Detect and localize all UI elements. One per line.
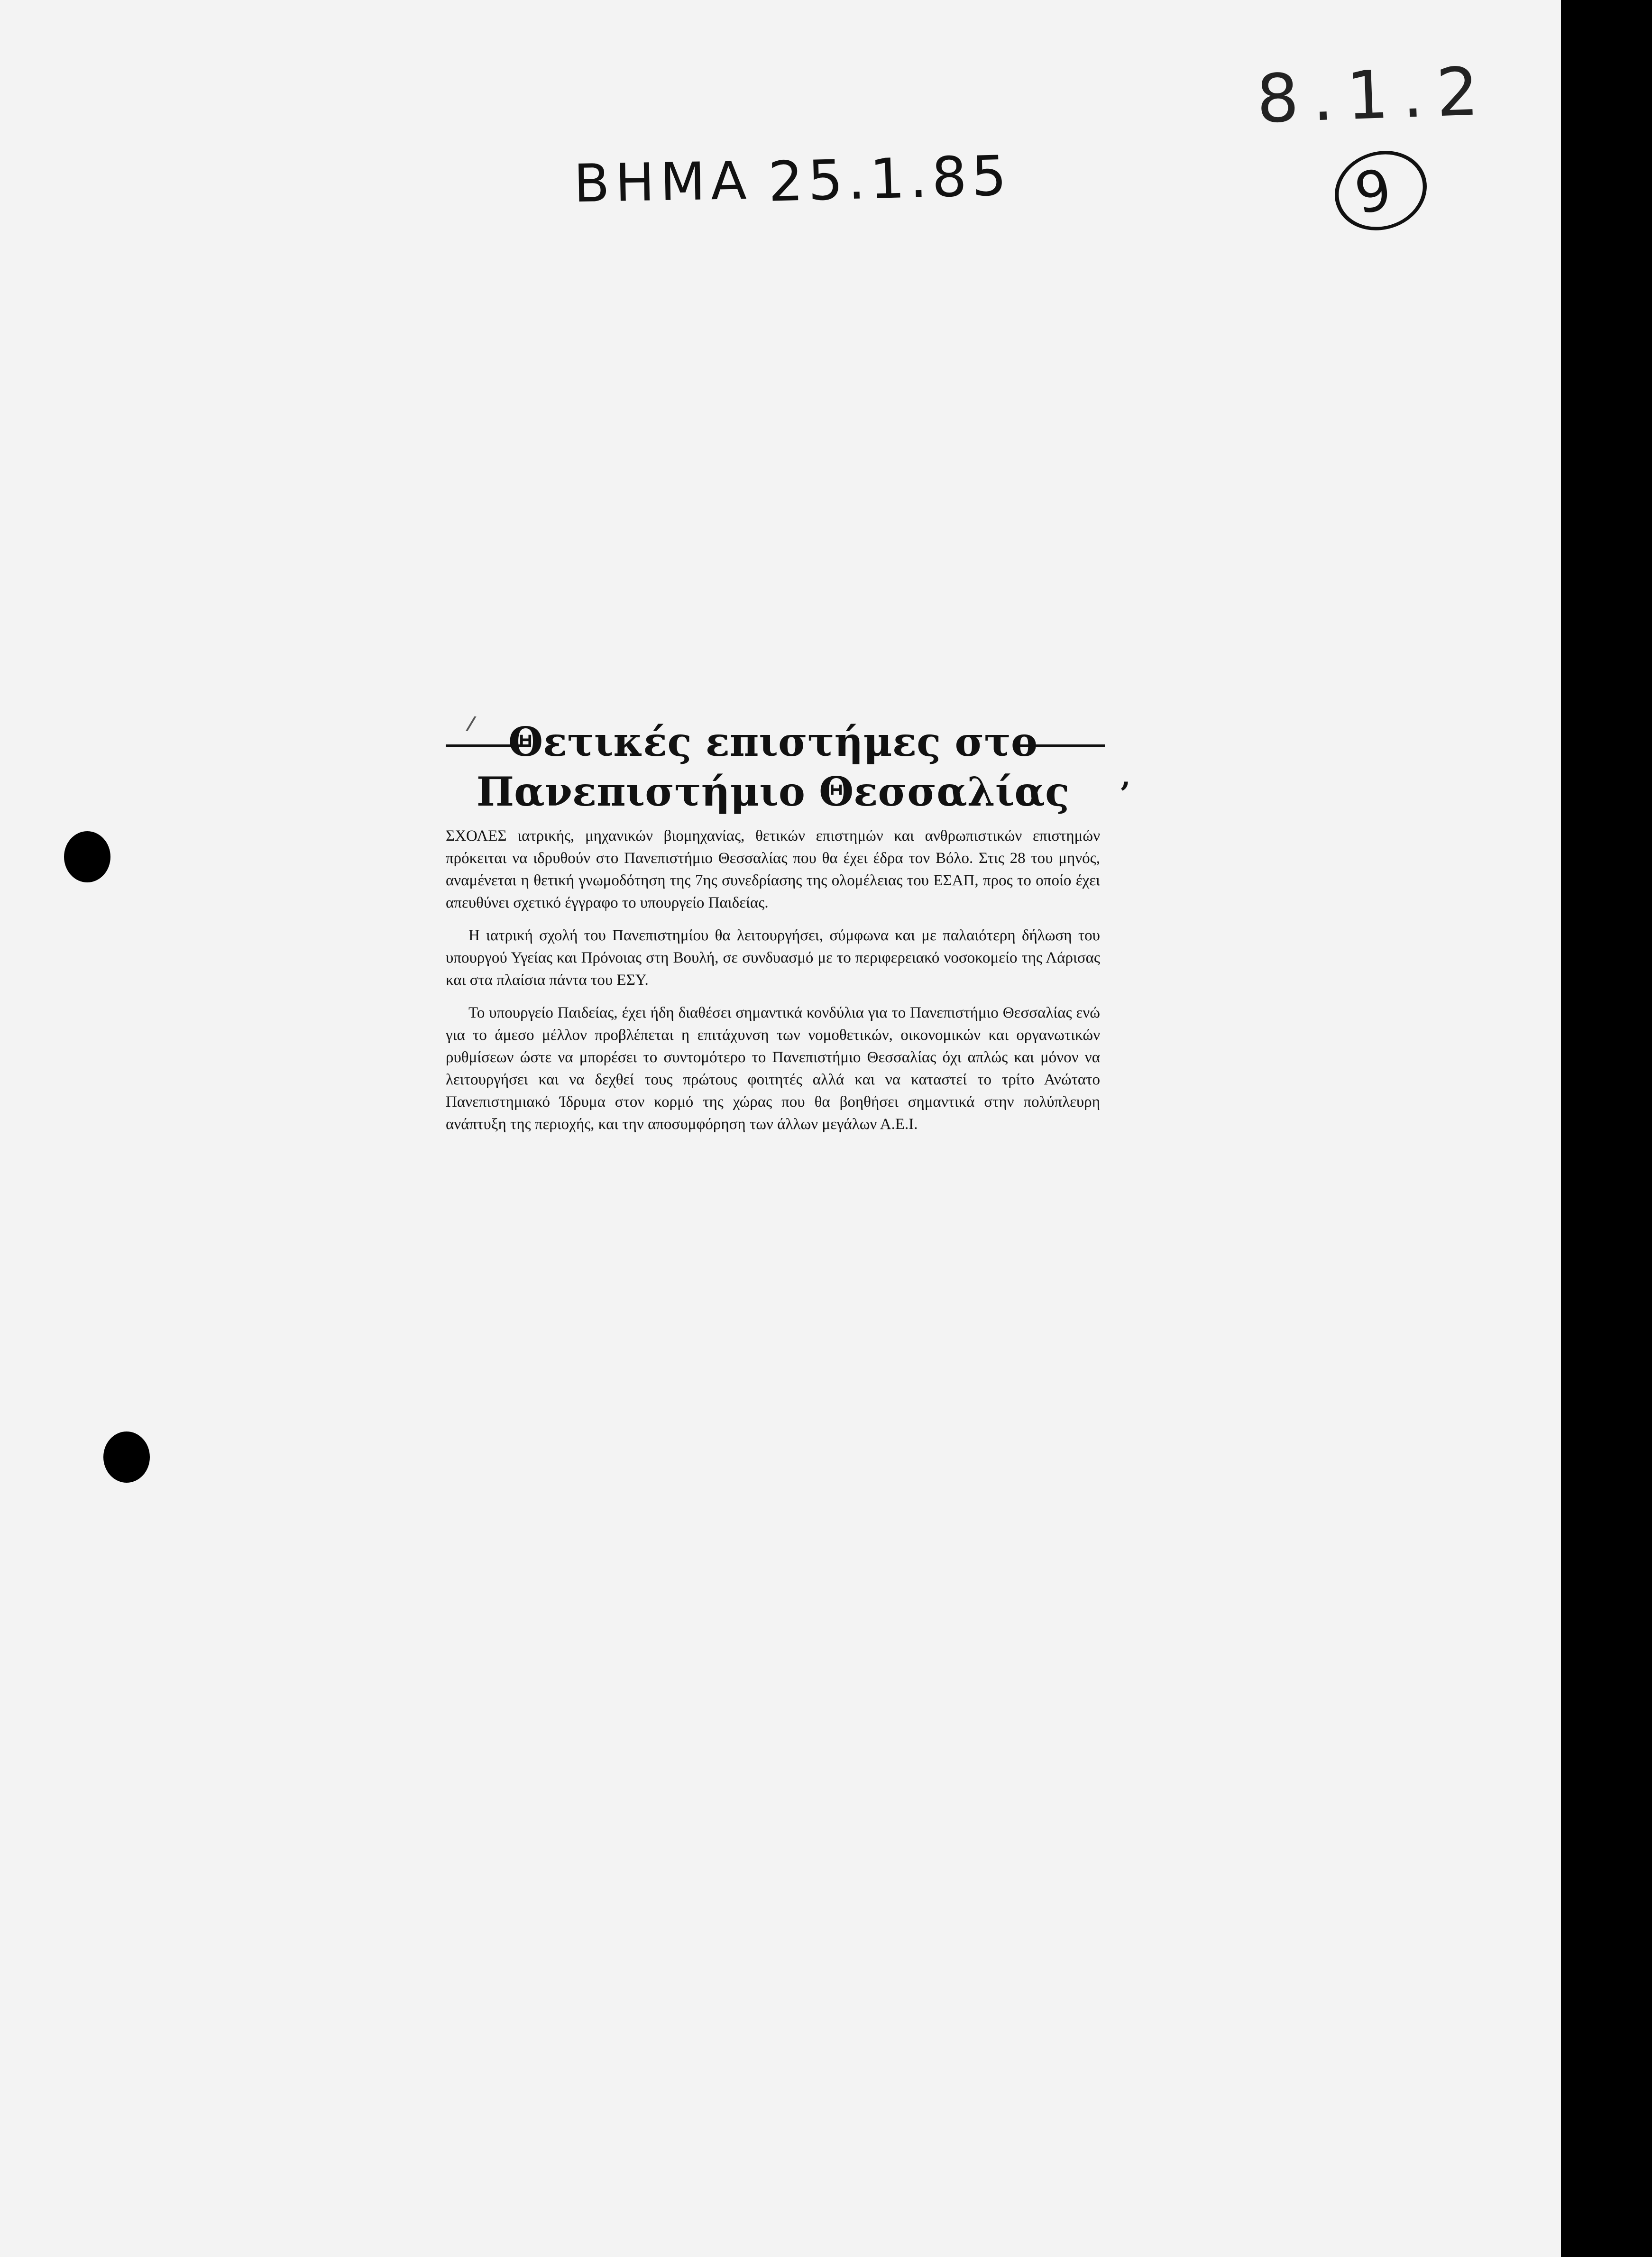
headline-line-2: Πανεπιστήμιο Θεσσαλίας (476, 768, 1070, 815)
scan-border (1561, 0, 1652, 2257)
punch-hole-bottom (103, 1431, 150, 1483)
handwritten-reference: 8.1.2 (1255, 53, 1493, 138)
article-paragraph-3: Το υπουργείο Παιδείας, έχει ήδη διαθέσει σημαντικά κονδύλια για το Πανεπιστήμιο Θεσσαλίας ενώ για το άμεσο μέλλον προβλέπεται η επιτάχυνση των νομοθετικών, οικονομικών και οργανωτικών ρυθμίσεων ώστε να μπορέσει το συντομότερο το Πανεπιστήμιο Θεσσαλίας όχι απλώς και μόνον να λειτουργήσει και να δεχθεί τους πρώτους φοιτητές αλλά και να καταστεί το τρίτο Ανώτατο Πανεπιστημιακό Ίδρυμα στον κορμό της χώρας που θα βοηθήσει σημαντικά στην πολύπλευρη ανάπτυξη της περιοχής, και την αποσυμφόρηση των άλλων μεγάλων Α.Ε.Ι. (446, 1004, 1100, 1133)
pen-mark-tick: ’ (1120, 775, 1130, 812)
article-paragraph-1: ΣΧΟΛΕΣ ιατρικής, μηχανικών βιομηχανίας, θετικών επιστημών και ανθρωπιστικών επιστημών πρόκειται να ιδρυθούν στο Πανεπιστήμιο Θεσσαλίας που θα έχει έδρα τον Βόλο. Στις 28 του μηνός, αναμένεται η θετική γνωμοδότηση της 7ης συνεδρίασης της ολομέλειας του ΕΣΑΠ, προς το οποίο έχει απευθύνει σχετικό έγγραφο το υπουργείο Παιδείας. (446, 827, 1100, 911)
punch-hole-top (64, 831, 110, 882)
article-paragraph-2: Η ιατρική σχολή του Πανεπιστημίου θα λειτουργήσει, σύμφωνα και με παλαιότερη δήλωση του υπουργού Υγείας και Πρόνοιας στη Βουλή, σε συνδυασμό με το περιφερειακό νοσοκομείο της Λάρισας και στα πλαίσια πάντα του ΕΣΥ. (446, 927, 1100, 989)
headline (446, 711, 1130, 815)
newspaper-clipping (446, 711, 1130, 1146)
headline-line-1: Θετικές επιστήμες στο (508, 718, 1037, 765)
pen-mark-scribble: ⁄ (469, 714, 473, 735)
handwritten-source: ΒΗΜΑ (573, 150, 753, 214)
article-body (446, 825, 1100, 1136)
handwritten-circled-number: 9 (1349, 156, 1396, 227)
handwritten-date: 25.1.85 (767, 144, 1012, 214)
